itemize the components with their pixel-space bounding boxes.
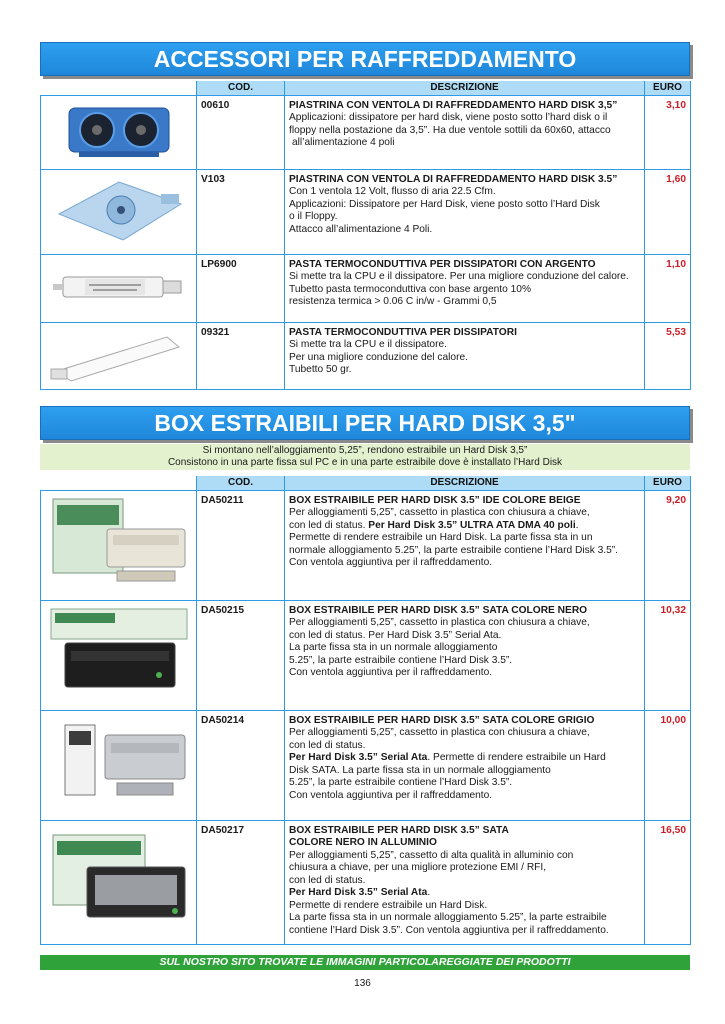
product-code: V103 (197, 169, 285, 254)
product-price: 16,50 (645, 820, 691, 944)
desc-line: Si mette tra la CPU e il dissipatore. Per una migliore conduzione del calore. (289, 271, 629, 282)
product-title: BOX ESTRAIBILE PER HARD DISK 3.5” SATA COLORE GRIGIO (289, 714, 595, 726)
desc-line: Disk SATA. La parte fissa sta in un normale alloggiamento (289, 764, 551, 776)
product-price: 1,60 (645, 169, 691, 254)
table-row (41, 600, 691, 710)
product-title: BOX ESTRAIBILE PER HARD DISK 3.5” SATA (289, 824, 509, 836)
product-title: BOX ESTRAIBILE PER HARD DISK 3.5” IDE COLORE BEIGE (289, 494, 581, 506)
desc-line: resistenza termica > 0.06 C in/w - Grammi 0,5 (289, 296, 497, 307)
desc-line: con led di status. Per Hard Disk 3.5” Serial Ata. (289, 629, 502, 641)
desc-line: Per alloggiamenti 5,25”, cassetto in plastica con chiusura a chiave, (289, 617, 590, 628)
desc-segment: . (575, 519, 579, 531)
removable-box-table (40, 476, 691, 945)
product-image-da50217 (41, 820, 197, 944)
product-description (285, 169, 645, 254)
product-title: PASTA TERMOCONDUTTIVA PER DISSIPATORI (289, 326, 517, 338)
product-price: 9,20 (645, 490, 691, 600)
intro-line: Consistono in una parte fissa sul PC e in una parte estraibile dove è installato l’Hard Disk (167, 457, 563, 468)
desc-line: con led di status. (289, 874, 366, 886)
page-number: 136 (354, 978, 371, 989)
product-title: PIASTRINA CON VENTOLA DI RAFFREDDAMENTO HARD DISK 3.5” (289, 173, 618, 185)
product-code: DA50215 (197, 600, 285, 710)
desc-line (289, 520, 640, 533)
desc-line: Applicazioni: dissipatore per hard disk, viene posto sotto l’hard disk o il (289, 112, 608, 123)
col-cod: COD. (197, 81, 285, 95)
section-title-removable-box: BOX ESTRAIBILI PER HARD DISK 3,5" (40, 406, 690, 440)
desc-line: Permette di rendere estraibile un Hard Disk. La parte fissa sta in un (289, 532, 593, 543)
desc-line (289, 887, 640, 900)
desc-line: Tubetto 50 gr. (289, 364, 352, 375)
desc-highlight: Per Hard Disk 3.5” Serial Ata (289, 887, 428, 898)
desc-line: contiene l’Hard Disk 3.5”. Con ventola aggiuntiva per il raffreddamento. (289, 924, 609, 936)
desc-line: o il Floppy. (289, 211, 338, 222)
desc-line: Si mette tra la CPU e il dissipatore. (289, 339, 447, 350)
col-euro: EURO (645, 81, 691, 95)
product-description (285, 322, 645, 389)
desc-line: all’alimentazione 4 poli (292, 137, 395, 148)
product-price: 10,00 (645, 710, 691, 820)
product-code: DA50217 (197, 820, 285, 944)
table-header-row (41, 476, 691, 490)
desc-line: La parte fissa sta in un normale alloggiamento 5.25”, la parte estraibile (289, 912, 607, 923)
desc-segment: . Permette di rendere estraibile un Hard (427, 752, 606, 763)
product-image-09321 (41, 322, 197, 389)
product-code: 00610 (197, 95, 285, 169)
product-image-lp6900 (41, 254, 197, 322)
col-cod: COD. (197, 476, 285, 490)
desc-line: Attacco all’alimentazione 4 Poli. (289, 223, 433, 235)
product-price: 3,10 (645, 95, 691, 169)
desc-line: Permette di rendere estraibile un Hard Disk. (289, 899, 488, 911)
desc-line: con led di status. (289, 739, 366, 751)
product-price: 10,32 (645, 600, 691, 710)
product-code: 09321 (197, 322, 285, 389)
product-description (285, 600, 645, 710)
product-image-v103 (41, 169, 197, 254)
product-description (285, 820, 645, 944)
product-code: DA50211 (197, 490, 285, 600)
desc-line: 5.25”, la parte estraibile contiene l’Hard Disk 3.5”. (289, 654, 513, 666)
section-intro (40, 444, 690, 470)
product-title: BOX ESTRAIBILE PER HARD DISK 3.5” SATA COLORE NERO (289, 604, 588, 616)
footer-banner: SUL NOSTRO SITO TROVATE LE IMMAGINI PARTICOLAREGGIATE DEI PRODOTTI (40, 955, 690, 970)
product-title-line2: COLORE NERO IN ALLUMINIO (289, 837, 437, 848)
desc-line: Con ventola aggiuntiva per il raffreddamento. (289, 789, 493, 801)
desc-line: La parte fissa sta in un normale alloggiamento (289, 642, 498, 653)
table-row (41, 710, 691, 820)
product-code: LP6900 (197, 254, 285, 322)
section-title-cooling: ACCESSORI PER RAFFREDDAMENTO (40, 42, 690, 76)
desc-line (289, 752, 640, 765)
desc-line: normale alloggiamento 5.25”, la parte estraibile contiene l’Hard Disk 3.5”. (289, 544, 618, 556)
product-image-00610 (41, 95, 197, 169)
desc-line: floppy nella postazione da 3,5”. Ha due ventole sottili da 60x60, attacco (289, 124, 611, 136)
product-image-da50211 (41, 490, 197, 600)
product-title: PASTA TERMOCONDUTTIVA PER DISSIPATORI CON ARGENTO (289, 258, 596, 270)
desc-line: Per una migliore conduzione del calore. (289, 351, 468, 363)
col-euro: EURO (645, 476, 691, 490)
desc-line: Per alloggiamenti 5,25”, cassetto di alta qualità in alluminio con (289, 849, 574, 861)
desc-highlight: Per Hard Disk 3.5” ULTRA ATA DMA 40 poli (368, 519, 576, 531)
desc-highlight: Per Hard Disk 3.5” Serial Ata (289, 752, 428, 763)
table-row (41, 490, 691, 600)
table-header-row (41, 81, 691, 95)
col-descrizione: DESCRIZIONE (285, 476, 645, 490)
product-description (285, 710, 645, 820)
desc-line: Tubetto pasta termoconduttiva con base argento 10% (289, 283, 532, 295)
desc-segment: . (427, 887, 431, 898)
desc-line: Per alloggiamenti 5,25”, cassetto in plastica con chiusura a chiave, (289, 507, 590, 518)
desc-line: Con 1 ventola 12 Volt, flusso di aria 22.5 Cfm. (289, 186, 496, 197)
product-price: 5,53 (645, 322, 691, 389)
product-title: PIASTRINA CON VENTOLA DI RAFFREDDAMENTO HARD DISK 3,5” (289, 99, 618, 111)
desc-line: 5.25”, la parte estraibile contiene l’Hard Disk 3.5”. (289, 777, 513, 788)
table-row (41, 820, 691, 944)
cooling-table (40, 81, 691, 390)
product-description (285, 95, 645, 169)
intro-line: Si montano nell’alloggiamento 5,25”, rendono estraibile un Hard Disk 3,5” (202, 445, 528, 456)
desc-line: Con ventola aggiuntiva per il raffreddamento. (289, 557, 493, 568)
desc-segment: con led di status. (289, 519, 369, 531)
table-row (41, 322, 691, 389)
product-image-da50214 (41, 710, 197, 820)
desc-line: Per alloggiamenti 5,25”, cassetto in plastica con chiusura a chiave, (289, 727, 590, 738)
desc-line: Con ventola aggiuntiva per il raffreddamento. (289, 667, 493, 678)
table-row (41, 254, 691, 322)
product-code: DA50214 (197, 710, 285, 820)
table-row (41, 169, 691, 254)
product-description (285, 490, 645, 600)
product-description (285, 254, 645, 322)
desc-line: Applicazioni: Dissipatore per Hard Disk, viene posto sotto l’Hard Disk (289, 198, 600, 210)
product-price: 1,10 (645, 254, 691, 322)
desc-line: chiusura a chiave, per una migliore protezione EMI / RFI, (289, 862, 547, 873)
table-row (41, 95, 691, 169)
col-descrizione: DESCRIZIONE (285, 81, 645, 95)
product-image-da50215 (41, 600, 197, 710)
